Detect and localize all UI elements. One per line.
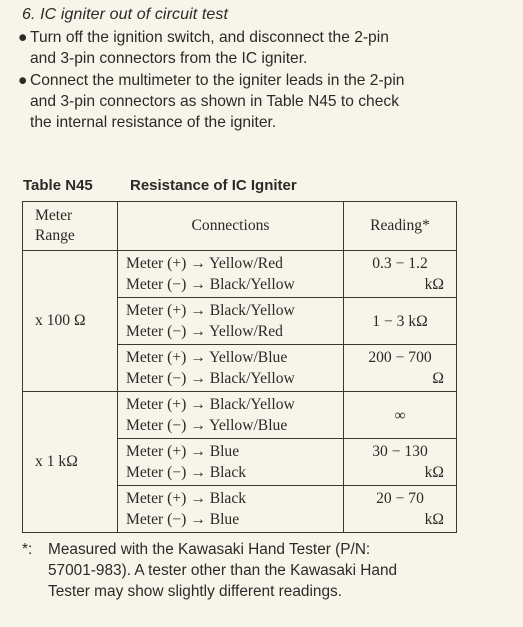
- reading-cell: [344, 486, 457, 533]
- connection-plus: Meter (+) → Yellow/Blue: [126, 349, 288, 366]
- instruction-bullet-2: [18, 70, 488, 133]
- section-heading: 6. IC igniter out of circuit test: [22, 6, 229, 23]
- bullet-1-line-2: and 3-pin connectors from the IC igniter.: [30, 50, 308, 67]
- reading-value: 200 − 700: [368, 349, 432, 366]
- reading-unit: kΩ: [424, 511, 444, 528]
- connection-cell: [118, 298, 344, 345]
- reading-unit: Ω: [432, 370, 444, 387]
- reading-unit: kΩ: [424, 464, 444, 481]
- connection-minus: Meter (−) → Blue: [126, 511, 240, 528]
- reading-cell: [344, 392, 457, 439]
- connection-minus: Meter (−) → Black/Yellow: [126, 370, 295, 387]
- instruction-bullet-1: [18, 27, 488, 69]
- connection-cell: [118, 392, 344, 439]
- header-connections: Connections: [118, 202, 344, 251]
- reading-value: 30 − 130: [372, 443, 428, 460]
- footnote-line-3: Tester may show slightly different readings.: [48, 583, 342, 600]
- connection-cell: [118, 439, 344, 486]
- reading-cell: [344, 439, 457, 486]
- footnote-marker: *:: [22, 541, 33, 558]
- bullet-2-line-3: the internal resistance of the igniter.: [30, 114, 277, 131]
- reading-cell: [344, 345, 457, 392]
- reading-value: ∞: [394, 406, 406, 424]
- table-row: [23, 392, 457, 439]
- header-range-line-1: Meter: [35, 207, 73, 224]
- connection-minus: Meter (−) → Yellow/Red: [126, 323, 283, 340]
- connection-minus: Meter (−) → Black/Yellow: [126, 276, 295, 293]
- range-cell: x 100 Ω: [23, 251, 118, 392]
- footnote-line-1: Measured with the Kawasaki Hand Tester (P/N:: [48, 541, 371, 558]
- footnote: [22, 539, 462, 602]
- connection-plus: Meter (+) → Black/Yellow: [126, 302, 295, 319]
- reading-value: 1 − 3 kΩ: [372, 312, 428, 330]
- table-title: Resistance of IC Igniter: [130, 177, 297, 194]
- bullet-1-line-1: Turn off the ignition switch, and disconnect the 2-pin: [30, 29, 389, 46]
- connection-plus: Meter (+) → Black/Yellow: [126, 396, 295, 413]
- resistance-table: [22, 201, 457, 533]
- connection-cell: [118, 251, 344, 298]
- reading-value: 20 − 70: [376, 490, 424, 507]
- table-header-row: [23, 202, 457, 251]
- connection-cell: [118, 486, 344, 533]
- table-label: Table N45: [23, 177, 93, 194]
- connection-plus: Meter (+) → Yellow/Red: [126, 255, 283, 272]
- footnote-line-2: 57001-983). A tester other than the Kawasaki Hand: [48, 562, 398, 579]
- connection-plus: Meter (+) → Black: [126, 490, 247, 507]
- header-range-line-2: Range: [35, 227, 75, 244]
- connection-plus: Meter (+) → Blue: [126, 443, 240, 460]
- connection-minus: Meter (−) → Black: [126, 464, 247, 481]
- header-meter-range: [23, 202, 118, 251]
- range-cell: x 1 kΩ: [23, 392, 118, 533]
- bullet-dot-icon: ●: [18, 72, 28, 89]
- bullet-2-line-2: and 3-pin connectors as shown in Table N45 to check: [30, 93, 399, 110]
- connection-cell: [118, 345, 344, 392]
- reading-value: 0.3 − 1.2: [372, 255, 428, 272]
- reading-cell: [344, 251, 457, 298]
- bullet-2-line-1: Connect the multimeter to the igniter leads in the 2-pin: [30, 72, 405, 89]
- table-caption: [23, 177, 297, 194]
- bullet-dot-icon: ●: [18, 29, 28, 46]
- connection-minus: Meter (−) → Yellow/Blue: [126, 417, 288, 434]
- header-reading: Reading*: [344, 202, 457, 251]
- table-row: [23, 251, 457, 298]
- reading-unit: kΩ: [424, 276, 444, 293]
- reading-cell: [344, 298, 457, 345]
